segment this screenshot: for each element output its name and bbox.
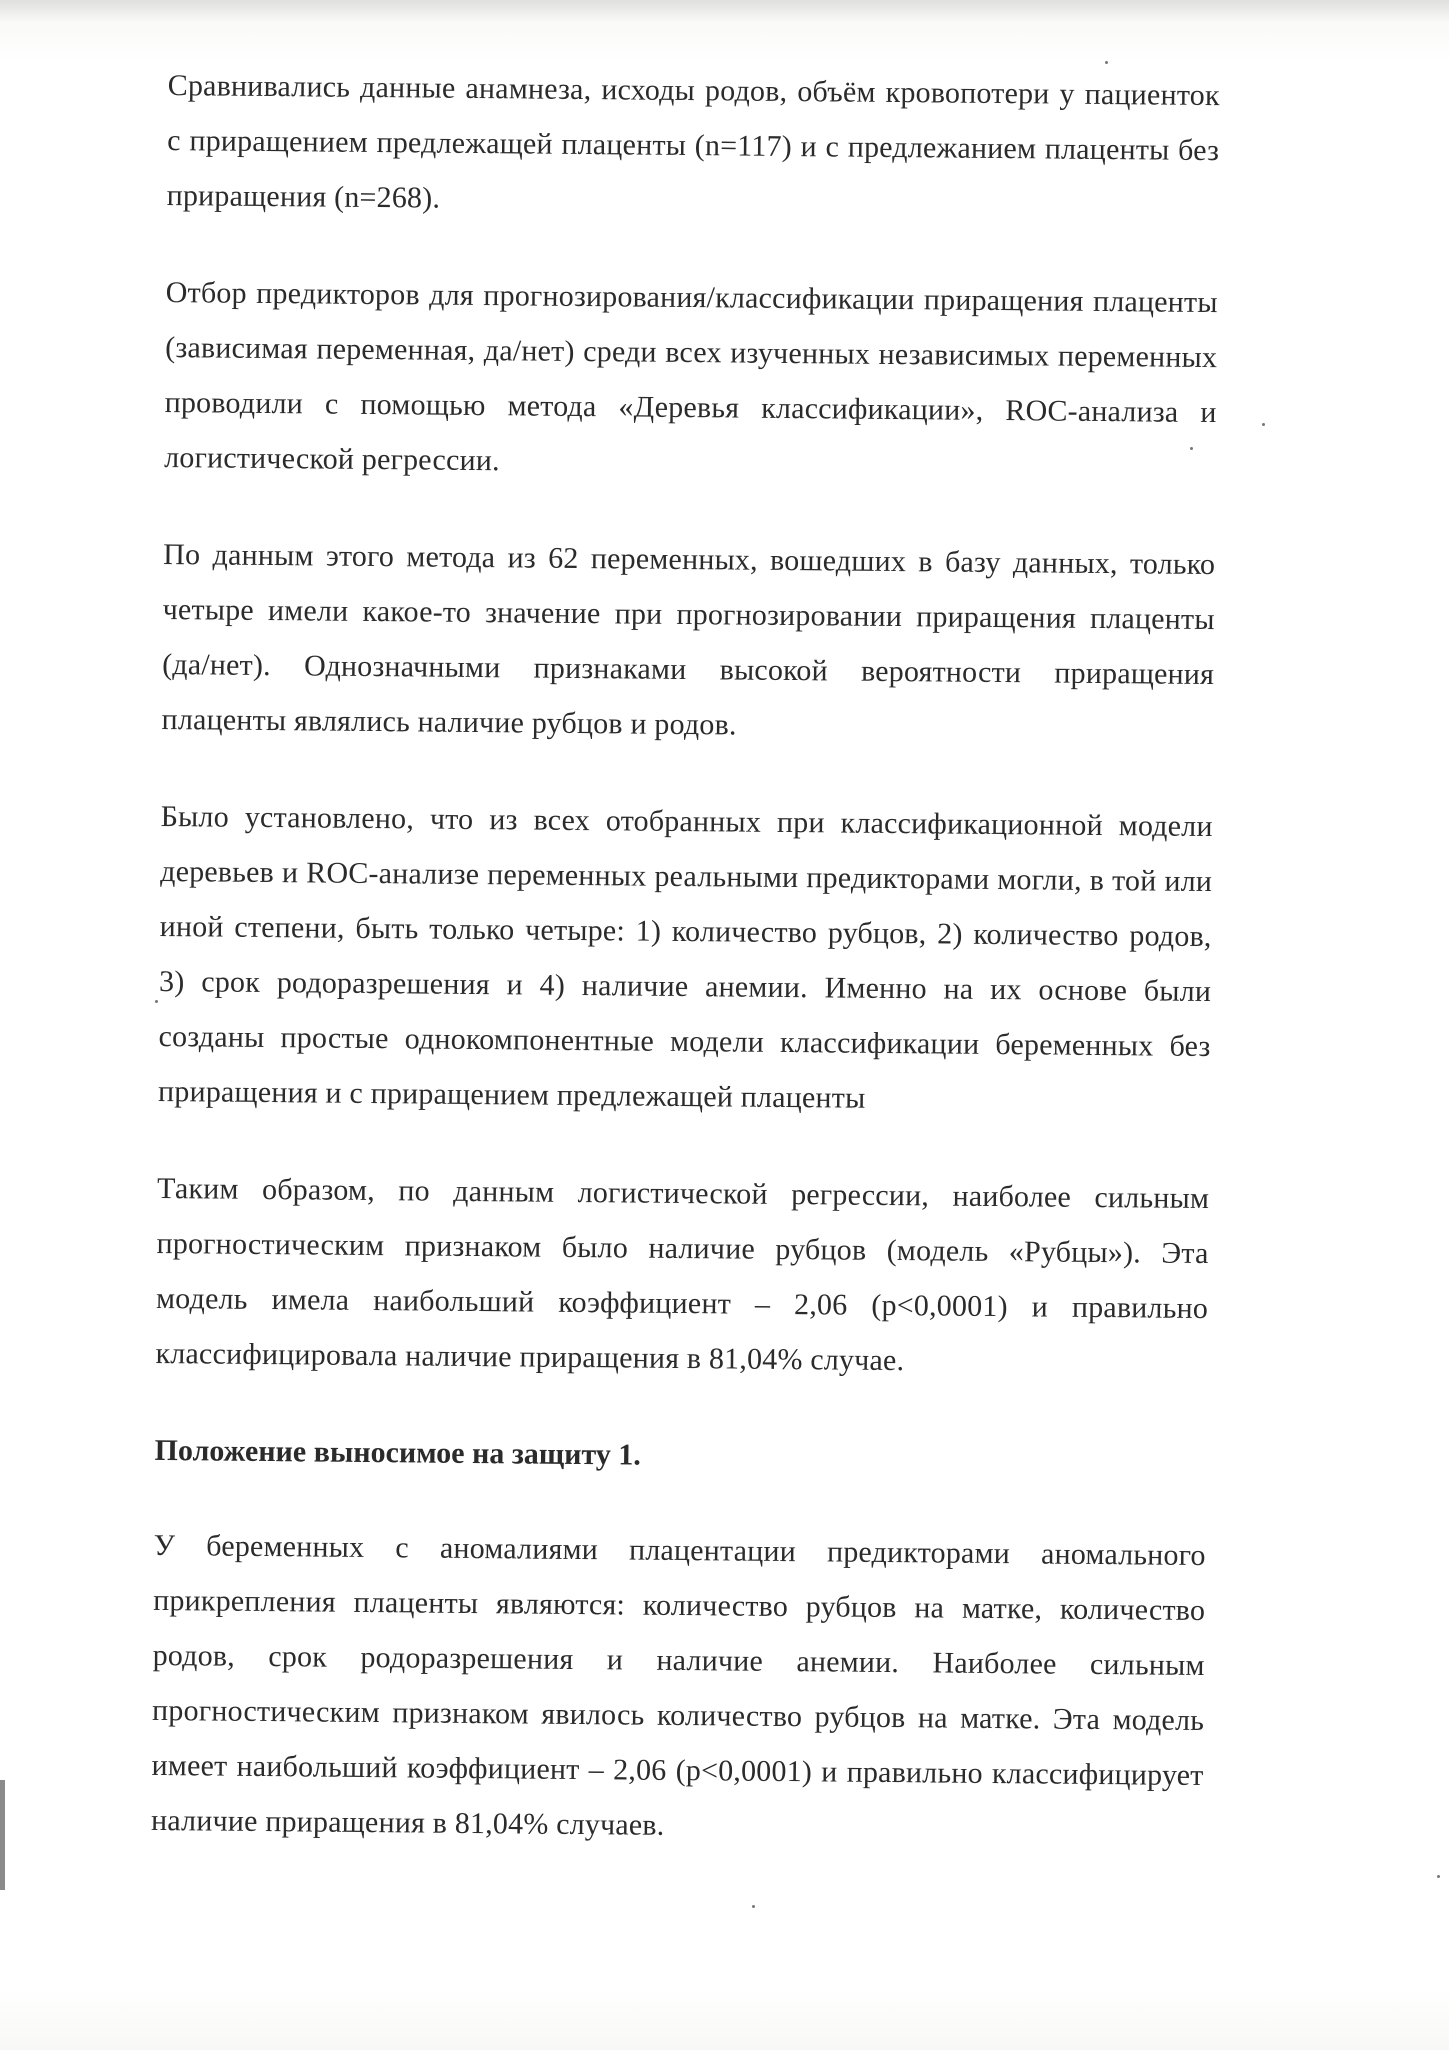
paragraph-predictors-list: Было установлено, что из всех отобранных при классификационной модели деревьев и ROC-анализе переменных реальными предикторами могли, в той или иной степени, быть только четыре: 1) количество рубцов, 2) количество родов, 3) срок родоразрешения и 4) наличие анемии. Именно на их основе были созданы простые однокомпонентные модели классификации беременных без приращения и с приращением предлежащей плаценты — [157, 799, 1213, 1115]
paragraph-predictor-selection: Отбор предикторов для прогнозирования/классификации приращения плаценты (зависимая переменная, да/нет) среди всех изученных независимых переменных проводили с помощью метода «Деревья классификации», ROC-анализа и логистической регрессии. — [164, 275, 1218, 478]
section-heading: Положение выносимое на защиту 1. — [154, 1433, 642, 1472]
paragraph-regression-summary: Таким образом, по данным логистической регрессии, наиболее сильным прогностическим признаком было наличие рубцов (модель «Рубцы»). Эта модель имела наибольший коэффициент – 2,06 (p<0,0001) и правильно классифицировала наличие приращения в 81,04% случае. — [155, 1171, 1210, 1378]
paragraph-thesis-statement: У беременных с аномалиями плацентации предикторами аномального прикрепления плаценты являются: количество рубцов на матке, количество родов, срок родоразрешения и наличие анемии. Наиболее сильным прогностическим признаком явилось количество рубцов на матке. Эта модель имеет наибольший коэффициент – 2,06 (p<0,0001) и правильно классифицирует наличие приращения в 81,04% случаев. — [150, 1528, 1206, 1842]
scan-left-edge-mark — [0, 1780, 5, 1890]
scan-top-shadow — [0, 0, 1449, 22]
scan-speck — [752, 1905, 755, 1908]
scan-speck — [155, 1000, 158, 1003]
paragraph-method-results: По данным этого метода из 62 переменных, вошедших в базу данных, только четыре имели какое-то значение при прогнозировании приращения плаценты (да/нет). Однозначными признаками высокой вероятности приращения плаценты являлись наличие рубцов и родов. — [161, 537, 1216, 742]
document-body — [150, 58, 1220, 1900]
paragraph-comparison: Сравнивались данные анамнеза, исходы родов, объём кровопотери у пациенток с приращением предлежащей плаценты (n=117) и с предлежанием плаценты без приращения (n=268). — [166, 68, 1220, 215]
scan-speck — [1262, 423, 1265, 426]
scan-speck — [1437, 1875, 1440, 1878]
scan-speck — [1105, 61, 1108, 64]
